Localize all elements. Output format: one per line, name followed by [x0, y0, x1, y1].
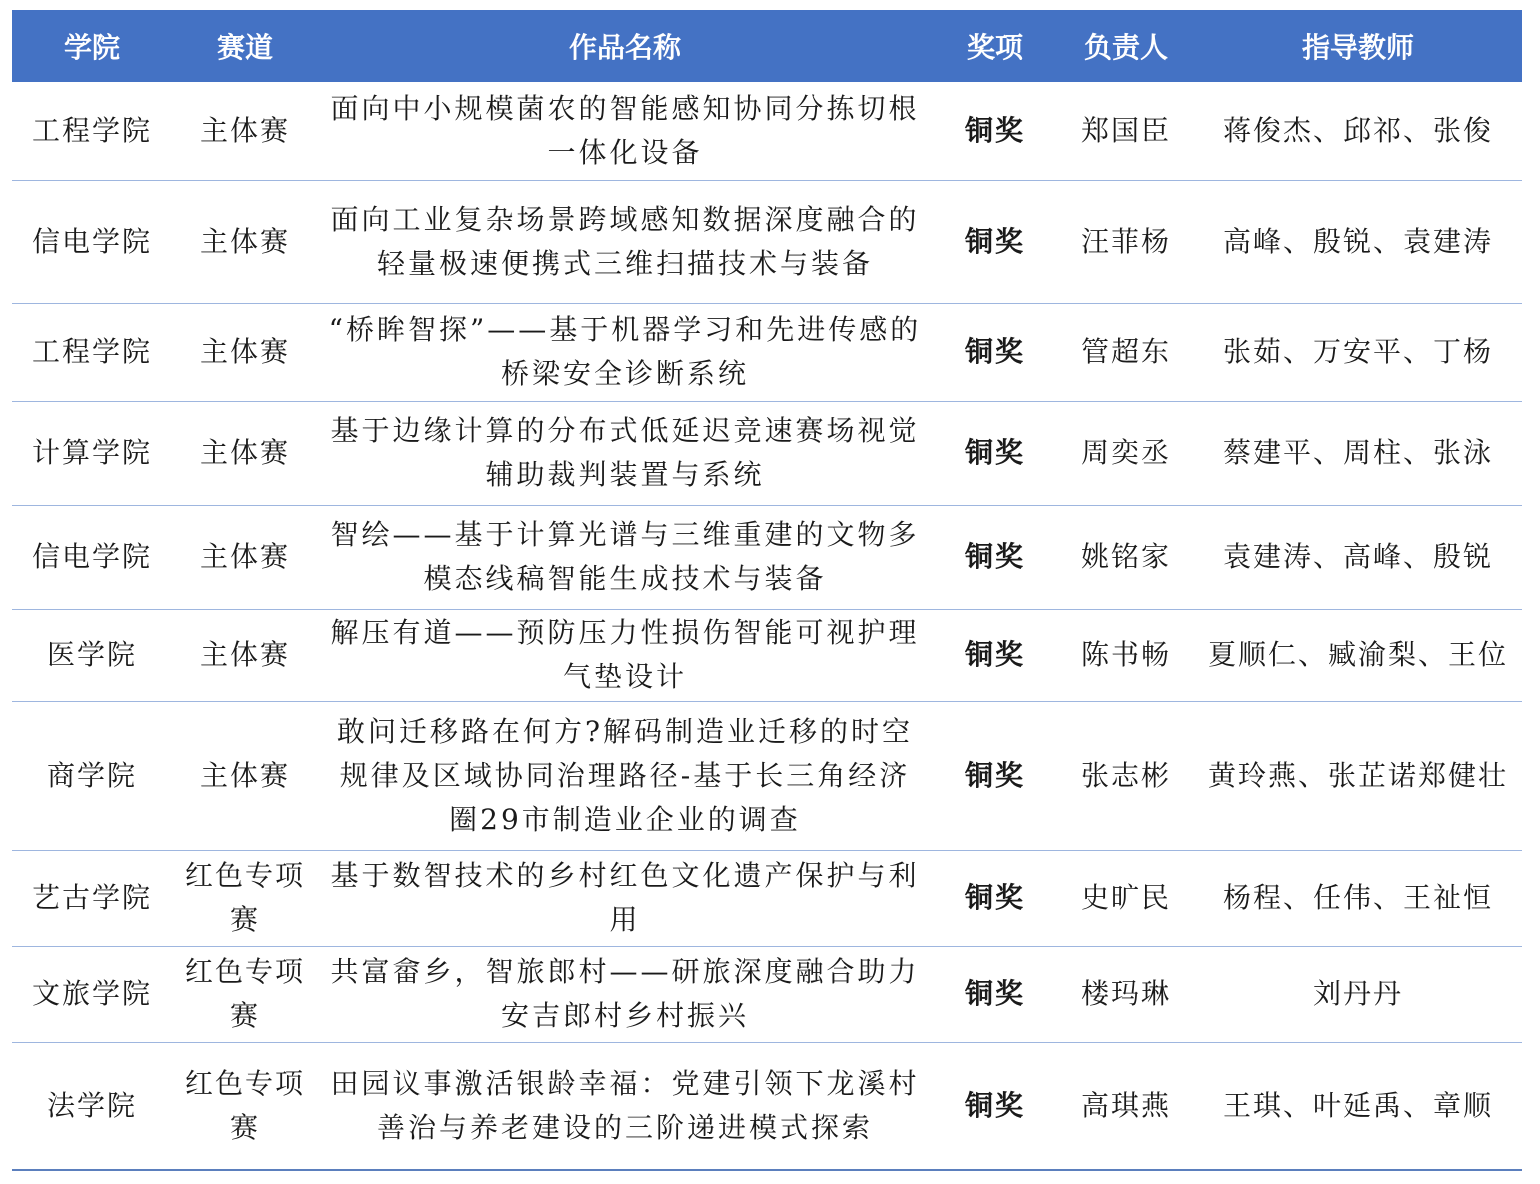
track-cell: 红色专项赛 — [172, 1042, 318, 1170]
table-row — [12, 505, 1522, 609]
advisors-cell: 黄玲燕、张芷诺郑健壮 — [1194, 701, 1522, 850]
table-row — [12, 180, 1522, 303]
header-title: 作品名称 — [318, 10, 932, 82]
leader-cell: 陈书畅 — [1058, 609, 1194, 701]
award-cell: 铜奖 — [932, 180, 1058, 303]
college-cell: 艺古学院 — [12, 850, 172, 946]
track-cell: 红色专项赛 — [172, 946, 318, 1042]
advisors-cell: 张茹、万安平、丁杨 — [1194, 303, 1522, 401]
title-cell: 基于数智技术的乡村红色文化遗产保护与利用 — [318, 850, 932, 946]
award-cell: 铜奖 — [932, 946, 1058, 1042]
track-cell: 主体赛 — [172, 303, 318, 401]
college-cell: 商学院 — [12, 701, 172, 850]
award-cell: 铜奖 — [932, 850, 1058, 946]
college-cell: 医学院 — [12, 609, 172, 701]
college-cell: 工程学院 — [12, 303, 172, 401]
table-row — [12, 609, 1522, 701]
title-cell: “桥眸智探”——基于机器学习和先进传感的桥梁安全诊断系统 — [318, 303, 932, 401]
track-cell: 主体赛 — [172, 180, 318, 303]
advisors-cell: 袁建涛、高峰、殷锐 — [1194, 505, 1522, 609]
track-cell: 主体赛 — [172, 609, 318, 701]
table-row — [12, 1042, 1522, 1170]
title-cell: 敢问迁移路在何方?解码制造业迁移的时空规律及区域协同治理路径-基于长三角经济圈29市制造业企业的调查 — [318, 701, 932, 850]
advisors-cell: 杨程、任伟、王祉恒 — [1194, 850, 1522, 946]
college-cell: 信电学院 — [12, 180, 172, 303]
college-cell: 计算学院 — [12, 401, 172, 505]
table-row — [12, 946, 1522, 1042]
award-cell: 铜奖 — [932, 505, 1058, 609]
header-award: 奖项 — [932, 10, 1058, 82]
track-cell: 主体赛 — [172, 701, 318, 850]
college-cell: 工程学院 — [12, 82, 172, 180]
advisors-cell: 高峰、殷锐、袁建涛 — [1194, 180, 1522, 303]
advisors-cell: 王琪、叶延禹、章顺 — [1194, 1042, 1522, 1170]
advisors-cell: 蔡建平、周柱、张泳 — [1194, 401, 1522, 505]
advisors-cell: 刘丹丹 — [1194, 946, 1522, 1042]
leader-cell: 史旷民 — [1058, 850, 1194, 946]
leader-cell: 周奕丞 — [1058, 401, 1194, 505]
leader-cell: 郑国臣 — [1058, 82, 1194, 180]
award-table — [12, 10, 1522, 1171]
advisors-cell: 蒋俊杰、邱祁、张俊 — [1194, 82, 1522, 180]
table-row — [12, 850, 1522, 946]
leader-cell: 汪菲杨 — [1058, 180, 1194, 303]
header-advisors: 指导教师 — [1194, 10, 1522, 82]
table-row — [12, 82, 1522, 180]
table-row — [12, 401, 1522, 505]
leader-cell: 姚铭家 — [1058, 505, 1194, 609]
header-leader: 负责人 — [1058, 10, 1194, 82]
title-cell: 智绘——基于计算光谱与三维重建的文物多模态线稿智能生成技术与装备 — [318, 505, 932, 609]
leader-cell: 张志彬 — [1058, 701, 1194, 850]
track-cell: 主体赛 — [172, 82, 318, 180]
title-cell: 解压有道——预防压力性损伤智能可视护理气垫设计 — [318, 609, 932, 701]
leader-cell: 楼玛琳 — [1058, 946, 1194, 1042]
track-cell: 红色专项赛 — [172, 850, 318, 946]
advisors-cell: 夏顺仁、臧渝梨、王位 — [1194, 609, 1522, 701]
college-cell: 文旅学院 — [12, 946, 172, 1042]
header-college: 学院 — [12, 10, 172, 82]
college-cell: 法学院 — [12, 1042, 172, 1170]
header-track: 赛道 — [172, 10, 318, 82]
award-cell: 铜奖 — [932, 303, 1058, 401]
track-cell: 主体赛 — [172, 401, 318, 505]
table-row — [12, 701, 1522, 850]
leader-cell: 管超东 — [1058, 303, 1194, 401]
leader-cell: 高琪燕 — [1058, 1042, 1194, 1170]
award-cell: 铜奖 — [932, 82, 1058, 180]
track-cell: 主体赛 — [172, 505, 318, 609]
title-cell: 基于边缘计算的分布式低延迟竞速赛场视觉辅助裁判装置与系统 — [318, 401, 932, 505]
award-cell: 铜奖 — [932, 1042, 1058, 1170]
award-cell: 铜奖 — [932, 401, 1058, 505]
title-cell: 面向工业复杂场景跨域感知数据深度融合的轻量极速便携式三维扫描技术与装备 — [318, 180, 932, 303]
award-cell: 铜奖 — [932, 701, 1058, 850]
award-cell: 铜奖 — [932, 609, 1058, 701]
table-row — [12, 303, 1522, 401]
header-row — [12, 10, 1522, 82]
title-cell: 面向中小规模菌农的智能感知协同分拣切根一体化设备 — [318, 82, 932, 180]
college-cell: 信电学院 — [12, 505, 172, 609]
title-cell: 田园议事激活银龄幸福：党建引领下龙溪村善治与养老建设的三阶递进模式探索 — [318, 1042, 932, 1170]
title-cell: 共富畲乡，智旅郎村——研旅深度融合助力安吉郎村乡村振兴 — [318, 946, 932, 1042]
